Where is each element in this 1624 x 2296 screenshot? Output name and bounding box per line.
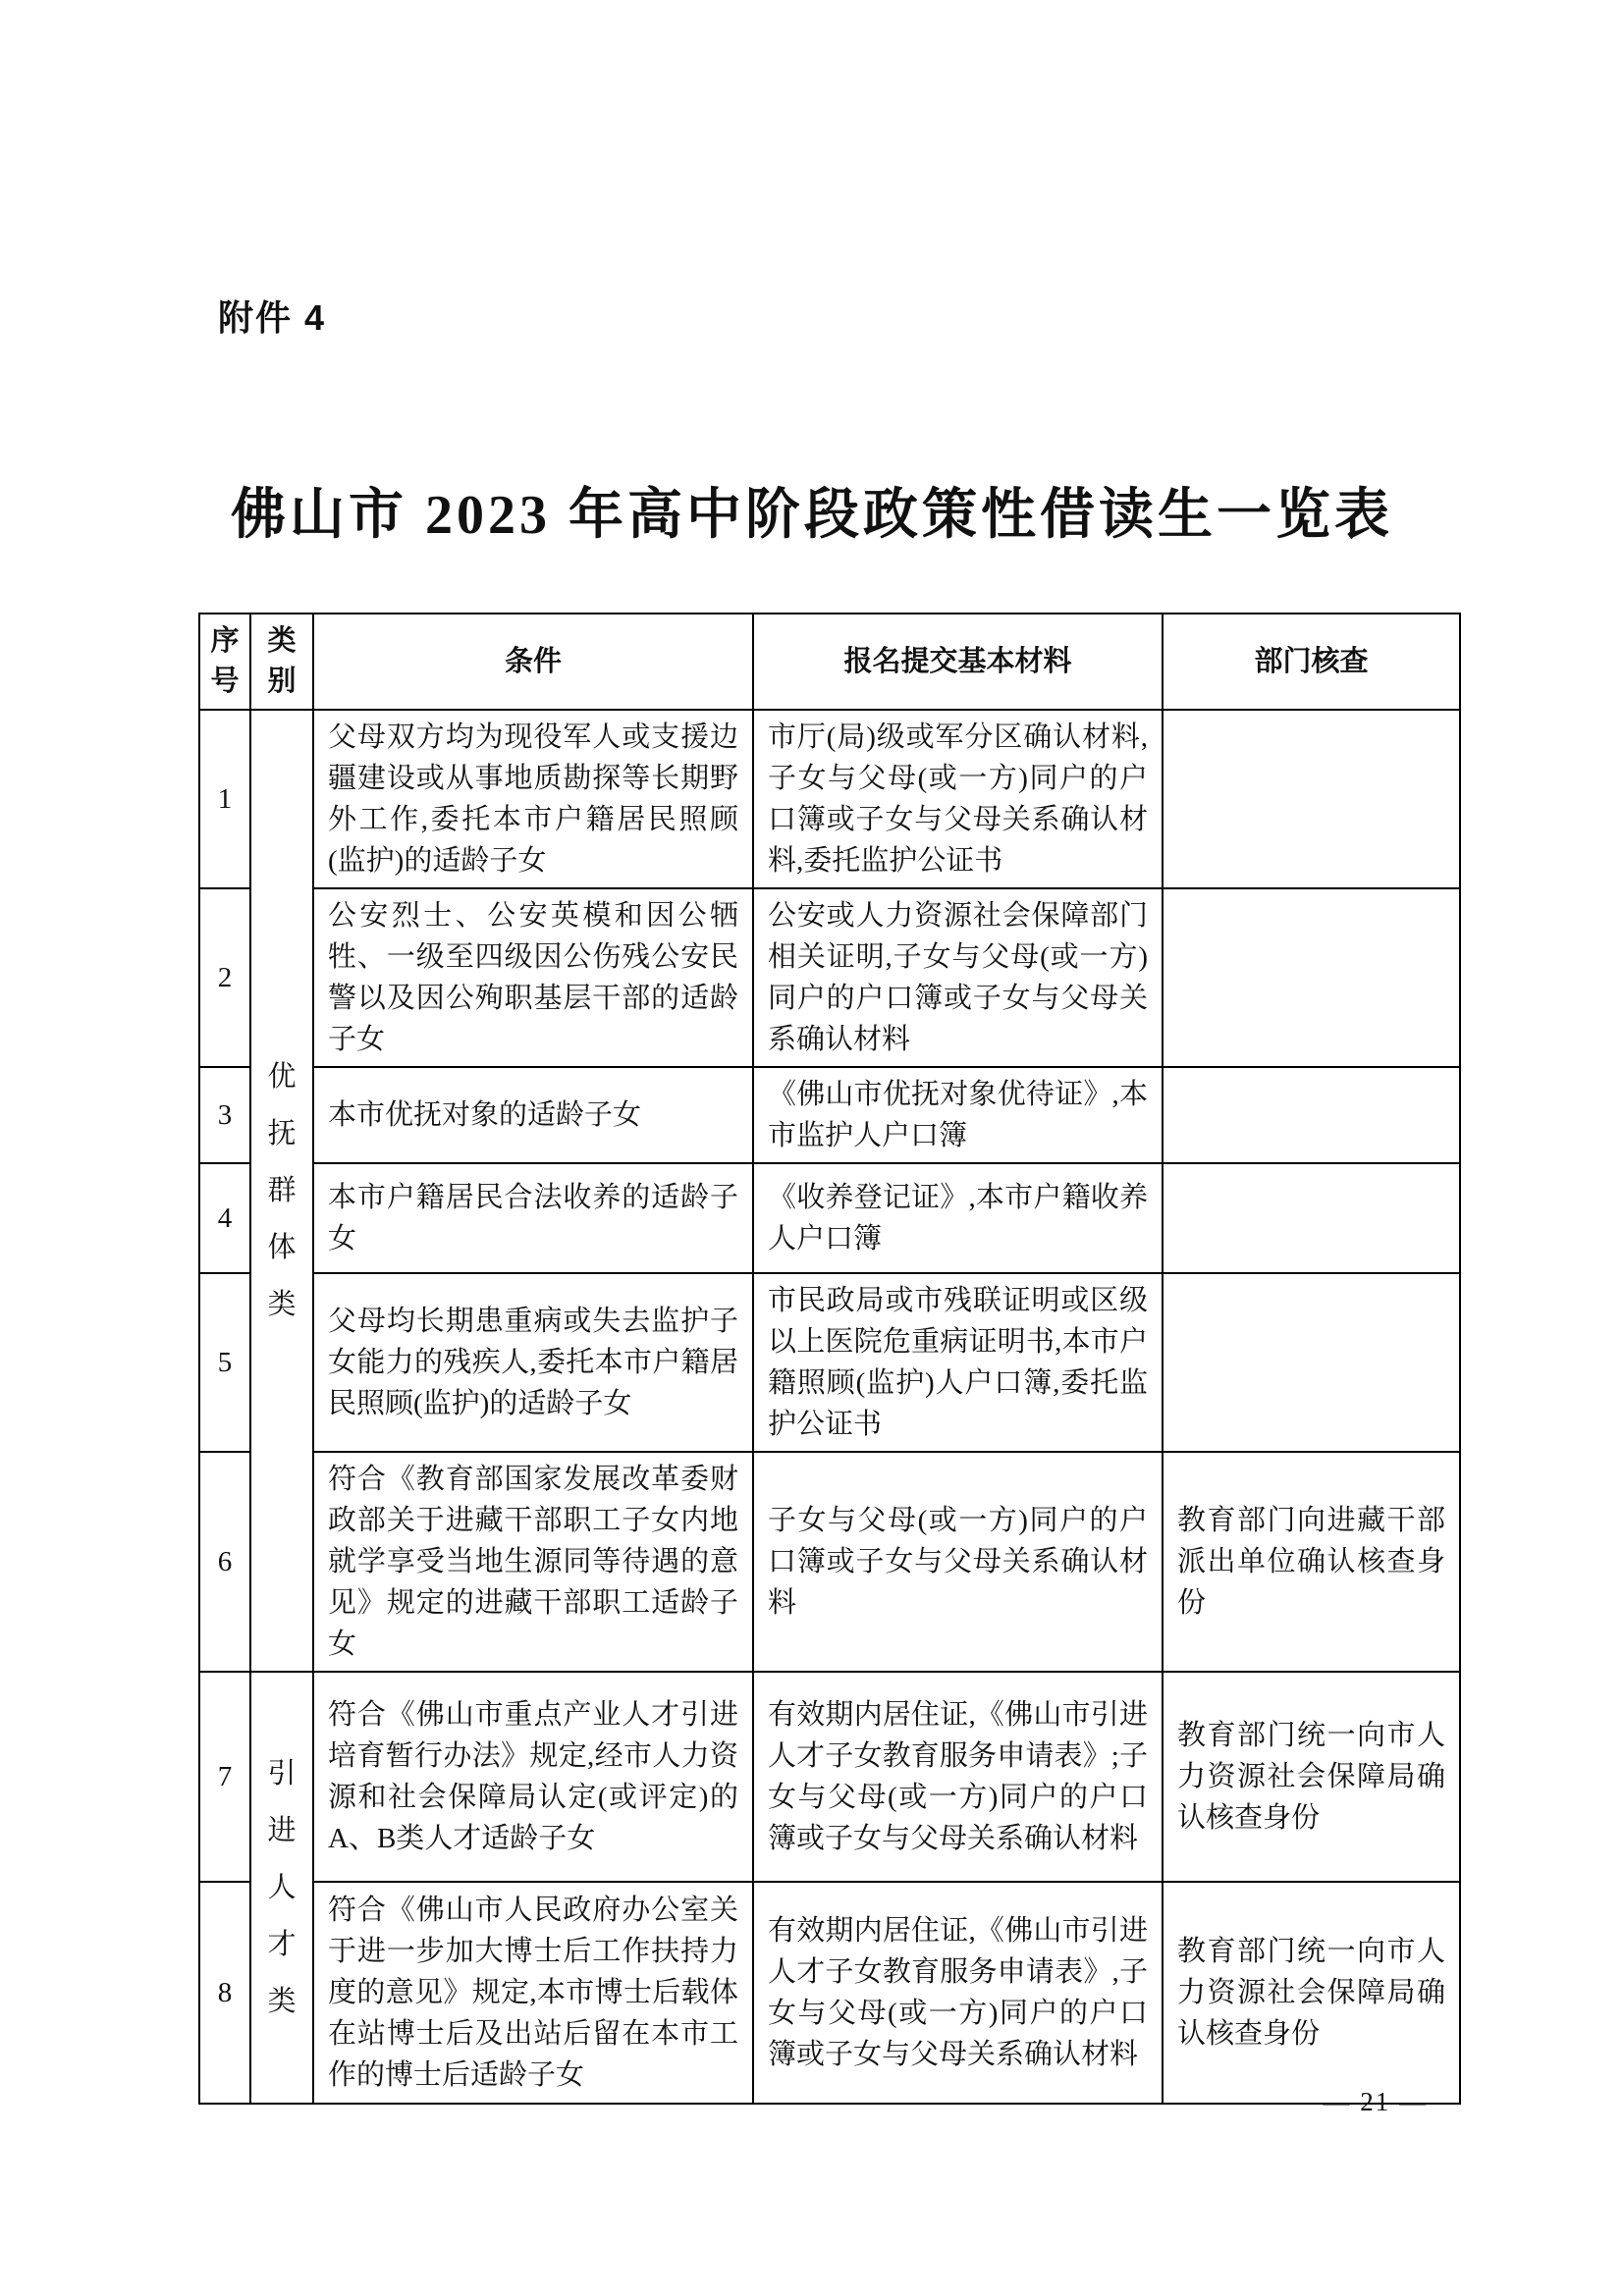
verification-cell — [1163, 1163, 1460, 1273]
table-row — [199, 1163, 1460, 1273]
verification-cell — [1163, 888, 1460, 1067]
table-row — [199, 1672, 1460, 1882]
header-seq — [199, 614, 250, 710]
materials-cell: 有效期内居住证,《佛山市引进人才子女教育服务申请表》;子女与父母(或一方)同户的户口簿或子女与父母关系确认材料 — [753, 1672, 1163, 1882]
condition-cell: 符合《教育部国家发展改革委财政部关于进藏干部职工子女内地就学享受当地生源同等待遇的意见》规定的进藏干部职工适龄子女 — [313, 1452, 753, 1672]
seq-cell: 6 — [199, 1452, 250, 1672]
materials-cell: 市厅(局)级或军分区确认材料,子女与父母(或一方)同户的户口簿或子女与父母关系确认材料,委托监护公证书 — [753, 710, 1163, 888]
table-row — [199, 1452, 1460, 1672]
attachment-label: 附件 4 — [218, 297, 327, 338]
header-row — [199, 614, 1460, 710]
table-row — [199, 710, 1460, 888]
materials-cell: 公安或人力资源社会保障部门相关证明,子女与父母(或一方)同户的户口簿或子女与父母关系确认材料 — [753, 888, 1163, 1067]
condition-cell: 符合《佛山市重点产业人才引进培育暂行办法》规定,经市人力资源和社会保障局认定(或评定)的A、B类人才适龄子女 — [313, 1672, 753, 1882]
condition-cell: 本市优抚对象的适龄子女 — [313, 1067, 753, 1163]
policy-table — [198, 613, 1461, 2105]
table-row — [199, 1067, 1460, 1163]
page-number: — 21 — — [1323, 2087, 1428, 2116]
verification-cell: 教育部门向进藏干部派出单位确认核查身份 — [1163, 1452, 1460, 1672]
header-category-label: 类别 — [267, 625, 297, 697]
seq-cell: 8 — [199, 1882, 250, 2104]
verification-cell — [1163, 1273, 1460, 1452]
header-verification: 部门核查 — [1163, 614, 1460, 710]
table-row — [199, 1882, 1460, 2104]
materials-cell: 市民政局或市残联证明或区级以上医院危重病证明书,本市户籍照顾(监护)人户口簿,委托监护公证书 — [753, 1273, 1163, 1452]
seq-cell: 5 — [199, 1273, 250, 1452]
header-materials: 报名提交基本材料 — [753, 614, 1163, 710]
verification-cell — [1163, 710, 1460, 888]
table-row — [199, 888, 1460, 1067]
materials-cell: 子女与父母(或一方)同户的户口簿或子女与父母关系确认材料 — [753, 1452, 1163, 1672]
header-seq-label: 序号 — [210, 625, 240, 697]
page-title: 佛山市 2023 年高中阶段政策性借读生一览表 — [231, 485, 1393, 546]
table-row — [199, 1273, 1460, 1452]
seq-cell: 1 — [199, 710, 250, 888]
table-header — [199, 614, 1460, 710]
table-body — [199, 710, 1460, 2104]
condition-cell: 父母双方均为现役军人或支援边疆建设或从事地质勘探等长期野外工作,委托本市户籍居民照顾(监护)的适龄子女 — [313, 710, 753, 888]
materials-cell: 《佛山市优抚对象优待证》,本市监护人户口簿 — [753, 1067, 1163, 1163]
condition-cell: 本市户籍居民合法收养的适龄子女 — [313, 1163, 753, 1273]
verification-cell: 教育部门统一向市人力资源社会保障局确认核查身份 — [1163, 1672, 1460, 1882]
category-label: 引进人才类 — [267, 1758, 297, 2017]
category-label: 优抚群体类 — [267, 1061, 297, 1320]
condition-cell: 公安烈士、公安英模和因公牺牲、一级至四级因公伤残公安民警以及因公殉职基层干部的适龄子女 — [313, 888, 753, 1067]
seq-cell: 4 — [199, 1163, 250, 1273]
materials-cell: 《收养登记证》,本市户籍收养人户口簿 — [753, 1163, 1163, 1273]
condition-cell: 符合《佛山市人民政府办公室关于进一步加大博士后工作扶持力度的意见》规定,本市博士后载体在站博士后及出站后留在本市工作的博士后适龄子女 — [313, 1882, 753, 2104]
verification-cell — [1163, 1067, 1460, 1163]
header-condition: 条件 — [313, 614, 753, 710]
seq-cell: 3 — [199, 1067, 250, 1163]
category-cell-youfu — [250, 710, 313, 1672]
verification-cell: 教育部门统一向市人力资源社会保障局确认核查身份 — [1163, 1882, 1460, 2104]
seq-cell: 7 — [199, 1672, 250, 1882]
condition-cell: 父母均长期患重病或失去监护子女能力的残疾人,委托本市户籍居民照顾(监护)的适龄子女 — [313, 1273, 753, 1452]
materials-cell: 有效期内居住证,《佛山市引进人才子女教育服务申请表》,子女与父母(或一方)同户的户口簿或子女与父母关系确认材料 — [753, 1882, 1163, 2104]
seq-cell: 2 — [199, 888, 250, 1067]
header-category — [250, 614, 313, 710]
category-cell-yinjin — [250, 1672, 313, 2104]
